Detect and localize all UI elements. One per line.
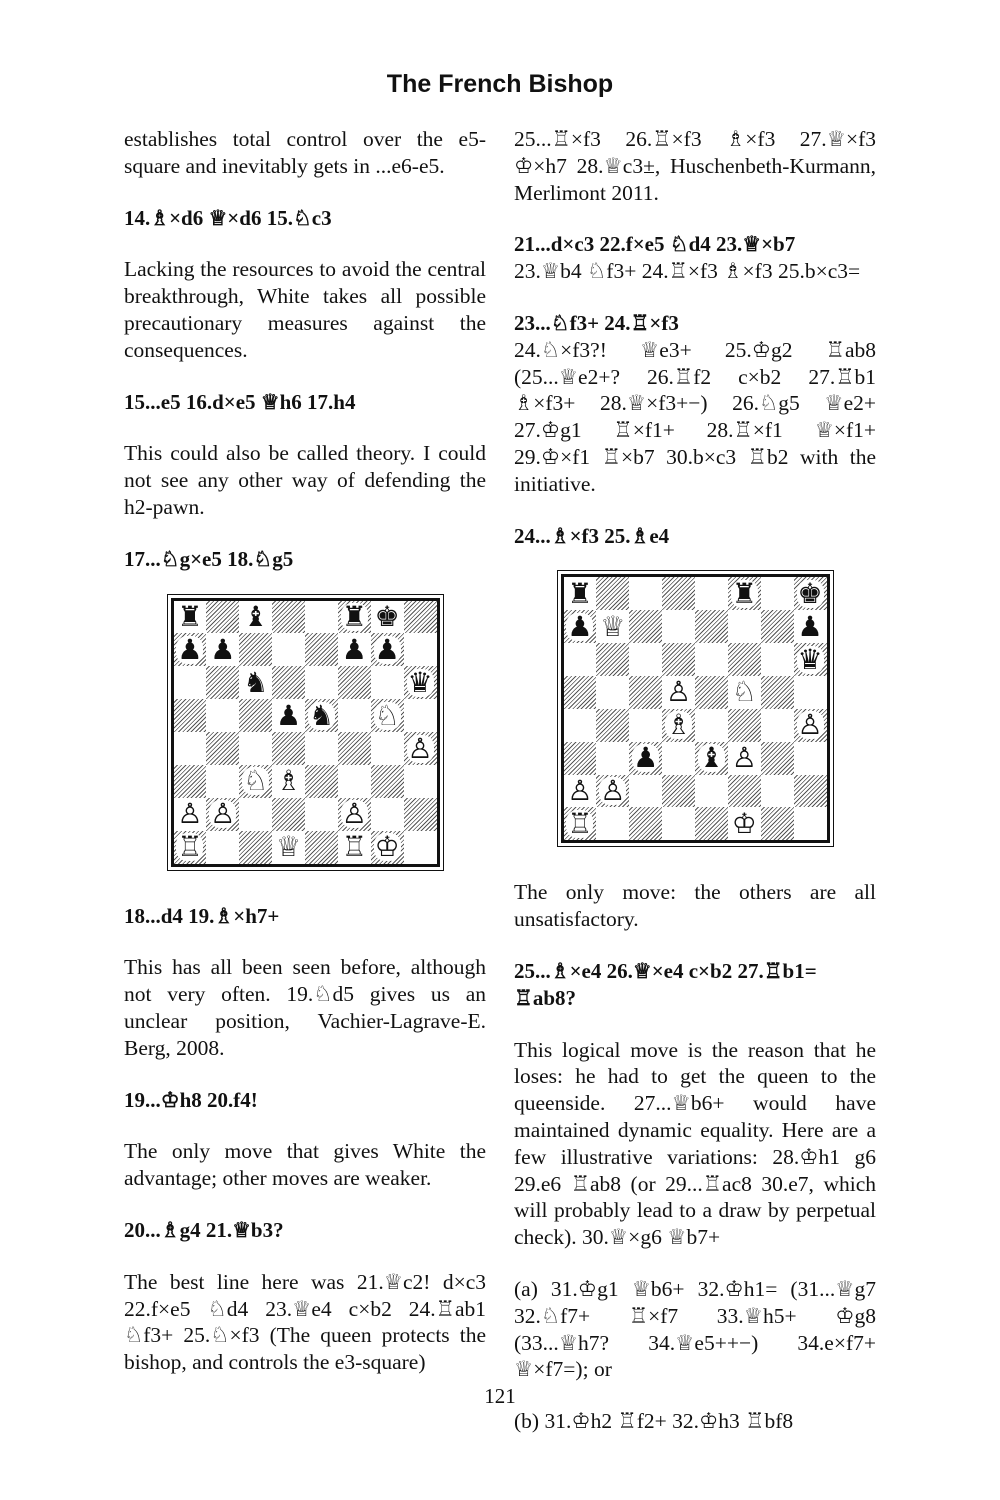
board-square bbox=[794, 676, 827, 709]
board-square bbox=[206, 699, 239, 732]
paragraph: 25...♖×f3 26.♖×f3 ♗×f3 27.♕×f3 ♔×h7 28.♕c3±, Huschenbeth-Kurmann, Merlimont 2011. bbox=[514, 127, 876, 205]
board-square bbox=[662, 775, 695, 808]
board-square bbox=[629, 676, 662, 709]
board-square bbox=[404, 798, 437, 831]
board-square bbox=[338, 732, 371, 765]
board-square bbox=[206, 831, 239, 864]
board-square bbox=[596, 676, 629, 709]
board-square bbox=[794, 577, 827, 610]
board-square bbox=[404, 765, 437, 798]
board-square bbox=[695, 807, 728, 840]
board-square bbox=[728, 742, 761, 775]
chess-diagram-1 bbox=[124, 598, 486, 867]
board-square bbox=[564, 709, 597, 742]
white-pawn-icon: ♙ bbox=[407, 731, 433, 765]
board-square bbox=[239, 666, 272, 699]
board-square bbox=[695, 709, 728, 742]
board-square bbox=[662, 807, 695, 840]
board-square bbox=[305, 666, 338, 699]
board-square bbox=[564, 676, 597, 709]
board-square bbox=[371, 732, 404, 765]
move-line: 19...♔h8 20.f4! bbox=[124, 1087, 258, 1112]
board-square bbox=[174, 798, 207, 831]
board-square bbox=[305, 765, 338, 798]
move-line: 25...♗×e4 26.♕×e4 c×b2 27.♖b1= ♖ab8? bbox=[514, 958, 817, 1010]
board-square bbox=[174, 633, 207, 666]
board-square bbox=[174, 765, 207, 798]
black-pawn-icon: ♟ bbox=[797, 609, 823, 643]
white-knight-icon: ♘ bbox=[243, 764, 269, 798]
white-pawn-icon: ♙ bbox=[797, 708, 823, 742]
right-column bbox=[514, 126, 876, 1460]
board-square bbox=[174, 732, 207, 765]
board-square bbox=[596, 807, 629, 840]
white-rook-icon: ♖ bbox=[177, 830, 203, 864]
board-square bbox=[564, 742, 597, 775]
paragraph: This has all been seen before, although not very often. 19.♘d5 gives us an unclear position, Vachier-Lagrave-E. Berg, 2008. bbox=[124, 955, 486, 1060]
white-bishop-icon: ♗ bbox=[276, 764, 302, 798]
white-pawn-icon: ♙ bbox=[666, 675, 692, 709]
board-square bbox=[728, 610, 761, 643]
black-knight-icon: ♞ bbox=[308, 698, 334, 732]
board-square bbox=[404, 831, 437, 864]
white-king-icon: ♔ bbox=[374, 830, 400, 864]
move-line: 15...e5 16.d×e5 ♕h6 17.h4 bbox=[124, 389, 356, 414]
board-square bbox=[564, 577, 597, 610]
board-square bbox=[305, 831, 338, 864]
board-square bbox=[629, 643, 662, 676]
board-square bbox=[695, 610, 728, 643]
board-square bbox=[596, 709, 629, 742]
white-pawn-icon: ♙ bbox=[341, 797, 367, 831]
board-square bbox=[338, 798, 371, 831]
board-square bbox=[629, 709, 662, 742]
board-square bbox=[629, 610, 662, 643]
board-square bbox=[404, 732, 437, 765]
left-column bbox=[124, 126, 486, 1401]
paragraph: 24.♘×f3?! ♕e3+ 25.♔g2 ♖ab8 (25...♕e2+? 26.♖f2 c×b2 27.♖b1 ♗×f3+ 28.♕×f3+−) 26.♘g5 ♕e2+ 27.♔g1 ♖×f1+ 28.♖×f1 ♕×f1+ 29.♔×f1 ♖×b7 30.b×c3 ♖b2 with the initiative. bbox=[514, 337, 876, 496]
board-square bbox=[272, 732, 305, 765]
board-square bbox=[206, 732, 239, 765]
black-knight-icon: ♞ bbox=[243, 665, 269, 699]
move-line: 14.♗×d6 ♕×d6 15.♘c3 bbox=[124, 205, 332, 230]
white-pawn-icon: ♙ bbox=[567, 774, 593, 808]
board-square bbox=[761, 709, 794, 742]
move-line: 17...♘g×e5 18.♘g5 bbox=[124, 546, 294, 571]
board-square bbox=[662, 577, 695, 610]
board-square bbox=[761, 577, 794, 610]
white-pawn-icon: ♙ bbox=[177, 797, 203, 831]
white-knight-icon: ♘ bbox=[374, 698, 400, 732]
white-knight-icon: ♘ bbox=[731, 675, 757, 709]
page-title: The French Bishop bbox=[386, 70, 614, 98]
board-square bbox=[761, 807, 794, 840]
board-square bbox=[728, 676, 761, 709]
board-square bbox=[404, 633, 437, 666]
board-square bbox=[728, 775, 761, 808]
board-square bbox=[239, 732, 272, 765]
black-pawn-icon: ♟ bbox=[374, 632, 400, 666]
move-line: 21...d×c3 22.f×e5 ♘d4 23.♕×b7 bbox=[514, 232, 796, 257]
board-square bbox=[272, 633, 305, 666]
board-square bbox=[761, 610, 794, 643]
white-rook-icon: ♖ bbox=[567, 806, 593, 840]
paragraph: (a) 31.♔g1 ♕b6+ 32.♔h1= (31...♕g7 32.♘f7+ ♖×f7 33.♕h5+ ♔g8 (33...♕h7? 34.♕e5++−) 34.e×f7+ ♕×f7=); or bbox=[514, 1276, 876, 1382]
board-square bbox=[206, 666, 239, 699]
black-rook-icon: ♜ bbox=[731, 576, 757, 610]
white-queen-icon: ♕ bbox=[276, 830, 302, 864]
move-line: 18...d4 19.♗×h7+ bbox=[124, 903, 280, 928]
board-square bbox=[206, 601, 239, 634]
board-square bbox=[239, 798, 272, 831]
paragraph: This could also be called theory. I could not see any other way of defending the h2-pawn. bbox=[124, 441, 486, 519]
move-line: 24...♗×f3 25.♗e4 bbox=[514, 523, 670, 548]
white-queen-icon: ♕ bbox=[600, 609, 626, 643]
board-square bbox=[794, 775, 827, 808]
paragraph: This logical move is the reason that he loses: he had to get the queen to the queenside. 27...♕b6+ would have maintained dynamic equality. Here are a few illustrative variations: 28.♔h1 g6 29.e6 ♖ab8 (or 29...♖ac8 30.e7, which will probably lead to a draw by perpetual check). 30.♕×g6 ♕b7+ bbox=[514, 1037, 876, 1250]
board-square bbox=[338, 831, 371, 864]
paragraph: The best line here was 21.♕c2! d×c3 22.f×e5 ♘d4 23.♕e4 c×b2 24.♖ab1 ♘f3+ 25.♘×f3 (The queen protects the bishop, and controls the e3-square) bbox=[124, 1269, 486, 1375]
board-square bbox=[629, 742, 662, 775]
board-square bbox=[338, 666, 371, 699]
board-square bbox=[662, 676, 695, 709]
board-square bbox=[794, 709, 827, 742]
black-king-icon: ♚ bbox=[374, 600, 400, 633]
black-pawn-icon: ♟ bbox=[210, 632, 236, 666]
board-square bbox=[404, 699, 437, 732]
white-bishop-icon: ♗ bbox=[666, 708, 692, 742]
board-square bbox=[174, 831, 207, 864]
board-square bbox=[629, 807, 662, 840]
chessboard bbox=[171, 598, 440, 867]
board-square bbox=[662, 709, 695, 742]
board-square bbox=[629, 775, 662, 808]
white-king-icon: ♔ bbox=[731, 806, 757, 840]
board-square bbox=[564, 643, 597, 676]
white-rook-icon: ♖ bbox=[341, 830, 367, 864]
white-pawn-icon: ♙ bbox=[600, 774, 626, 808]
board-square bbox=[695, 577, 728, 610]
board-square bbox=[794, 742, 827, 775]
page-number: 121 bbox=[484, 1384, 516, 1408]
board-square bbox=[564, 775, 597, 808]
board-square bbox=[596, 742, 629, 775]
board-square bbox=[272, 765, 305, 798]
board-square bbox=[206, 798, 239, 831]
board-square bbox=[371, 666, 404, 699]
board-square bbox=[371, 831, 404, 864]
board-square bbox=[305, 732, 338, 765]
black-queen-icon: ♛ bbox=[407, 665, 433, 699]
black-rook-icon: ♜ bbox=[341, 600, 367, 633]
board-square bbox=[761, 643, 794, 676]
black-rook-icon: ♜ bbox=[177, 600, 203, 633]
chessboard bbox=[561, 574, 830, 843]
board-square bbox=[206, 765, 239, 798]
board-square bbox=[564, 610, 597, 643]
paragraph: establishes total control over the e5-square and inevitably gets in ...e6-e5. bbox=[124, 127, 486, 178]
board-square bbox=[662, 610, 695, 643]
board-square bbox=[305, 601, 338, 634]
black-rook-icon: ♜ bbox=[567, 576, 593, 610]
white-pawn-icon: ♙ bbox=[210, 797, 236, 831]
board-square bbox=[371, 633, 404, 666]
board-square bbox=[794, 807, 827, 840]
black-queen-icon: ♛ bbox=[797, 642, 823, 676]
board-square bbox=[728, 807, 761, 840]
board-square bbox=[272, 601, 305, 634]
board-square bbox=[174, 601, 207, 634]
board-square bbox=[695, 742, 728, 775]
board-square bbox=[596, 610, 629, 643]
board-square bbox=[371, 601, 404, 634]
board-square bbox=[305, 633, 338, 666]
white-pawn-icon: ♙ bbox=[731, 741, 757, 775]
board-square bbox=[662, 643, 695, 676]
board-square bbox=[371, 699, 404, 732]
black-pawn-icon: ♟ bbox=[177, 632, 203, 666]
black-pawn-icon: ♟ bbox=[341, 632, 367, 666]
board-square bbox=[728, 709, 761, 742]
board-square bbox=[596, 577, 629, 610]
paragraph: Lacking the resources to avoid the central breakthrough, White takes all possible precautionary measures against the consequences. bbox=[124, 257, 486, 362]
board-square bbox=[239, 699, 272, 732]
board-square bbox=[272, 666, 305, 699]
board-square bbox=[761, 676, 794, 709]
board-square bbox=[239, 633, 272, 666]
board-square bbox=[596, 775, 629, 808]
paragraph: The only move that gives White the advantage; other moves are weaker. bbox=[124, 1139, 486, 1191]
paragraph: The only move: the others are all unsatisfactory. bbox=[514, 880, 876, 932]
board-square bbox=[305, 798, 338, 831]
black-bishop-icon: ♝ bbox=[243, 600, 269, 633]
board-square bbox=[564, 807, 597, 840]
board-square bbox=[596, 643, 629, 676]
board-square bbox=[728, 643, 761, 676]
board-square bbox=[761, 775, 794, 808]
black-king-icon: ♚ bbox=[797, 576, 823, 610]
move-line: 23...♘f3+ 24.♖×f3 bbox=[514, 310, 679, 335]
board-square bbox=[338, 601, 371, 634]
board-square bbox=[338, 633, 371, 666]
black-pawn-icon: ♟ bbox=[276, 698, 302, 732]
board-square bbox=[695, 643, 728, 676]
board-square bbox=[272, 831, 305, 864]
board-square bbox=[629, 577, 662, 610]
board-square bbox=[239, 765, 272, 798]
board-square bbox=[371, 765, 404, 798]
paragraph: 23.♕b4 ♘f3+ 24.♖×f3 ♗×f3 25.b×c3= bbox=[514, 259, 861, 284]
black-pawn-icon: ♟ bbox=[633, 741, 659, 775]
board-square bbox=[239, 831, 272, 864]
paragraph: (b) 31.♔h2 ♖f2+ 32.♔h3 ♖bf8 bbox=[514, 1409, 794, 1434]
board-square bbox=[695, 676, 728, 709]
board-square bbox=[272, 798, 305, 831]
board-square bbox=[404, 666, 437, 699]
board-square bbox=[761, 742, 794, 775]
move-line: 20...♗g4 21.♕b3? bbox=[124, 1217, 284, 1242]
board-square bbox=[239, 601, 272, 634]
black-pawn-icon: ♟ bbox=[567, 609, 593, 643]
board-square bbox=[728, 577, 761, 610]
board-square bbox=[305, 699, 338, 732]
chess-diagram-2 bbox=[514, 574, 876, 843]
board-square bbox=[794, 610, 827, 643]
board-square bbox=[174, 666, 207, 699]
board-square bbox=[206, 633, 239, 666]
board-square bbox=[272, 699, 305, 732]
board-square bbox=[174, 699, 207, 732]
board-square bbox=[338, 699, 371, 732]
board-square bbox=[371, 798, 404, 831]
board-square bbox=[662, 742, 695, 775]
board-square bbox=[794, 643, 827, 676]
board-square bbox=[338, 765, 371, 798]
board-square bbox=[404, 601, 437, 634]
board-square bbox=[695, 775, 728, 808]
black-bishop-icon: ♝ bbox=[698, 741, 724, 775]
